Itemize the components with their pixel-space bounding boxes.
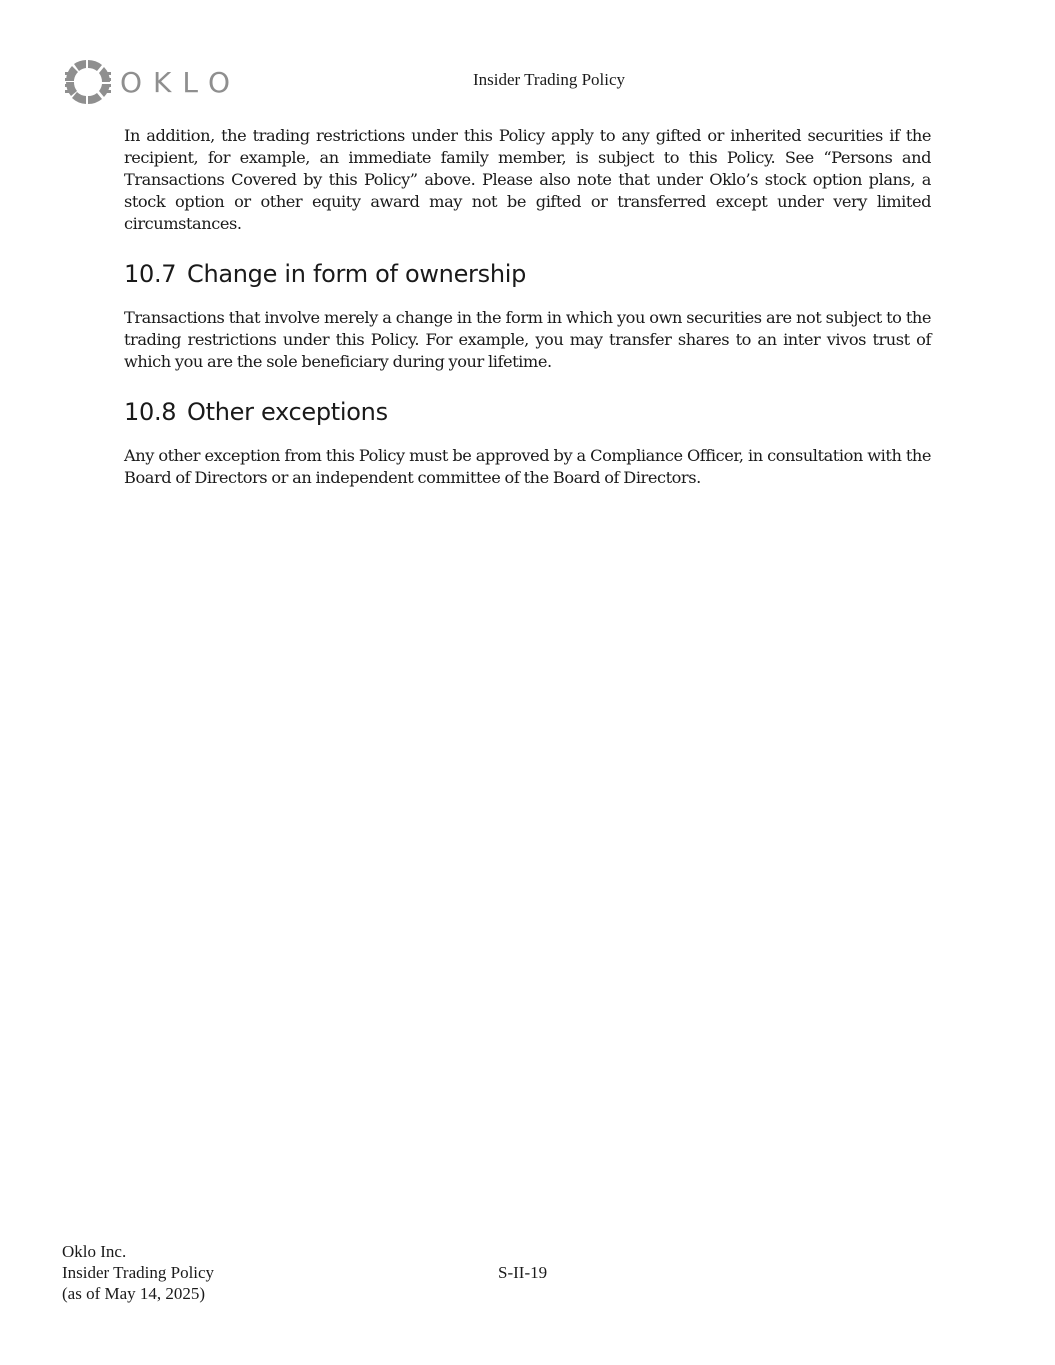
section-heading-10-7: [124, 259, 931, 289]
section-number: 10.7: [124, 260, 177, 288]
section-title: Other exceptions: [187, 398, 388, 426]
section-body-10-8: Any other exception from this Policy must be approved by a Compliance Officer, in consultation with the Board of Directors or an independent committee of the Board of Directors.: [124, 446, 931, 487]
page-number: S-II-19: [498, 1263, 548, 1282]
section-heading-10-8: [124, 397, 931, 427]
logo-wordmark: OKLO: [120, 65, 242, 99]
footer-document: Insider Trading Policy: [62, 1263, 215, 1282]
footer-date: (as of May 14, 2025): [62, 1284, 206, 1303]
footer-info: [62, 1241, 214, 1304]
section-body-10-7: Transactions that involve merely a change in the form in which you own securities are not subject to the trading restrictions under this Policy. For example, you may transfer shares to an inter vivos trust of which you are the sole beneficiary during your lifetime.: [124, 308, 931, 371]
running-header-title: Insider Trading Policy: [472, 70, 626, 89]
footer-company: Oklo Inc.: [62, 1242, 127, 1261]
document-body: [124, 125, 931, 489]
section-number: 10.8: [124, 398, 177, 426]
section-title: Change in form of ownership: [187, 260, 527, 288]
intro-paragraph: In addition, the trading restrictions under this Policy apply to any gifted or inherited securities if the recipient, for example, an immediate family member, is subject to this Policy. See “Persons and Transactions Covered by this Policy” above. Please also note that under Oklo’s stock option plans, a stock option or other equity award may not be gifted or transferred except under very limited circumstances.: [124, 126, 931, 233]
